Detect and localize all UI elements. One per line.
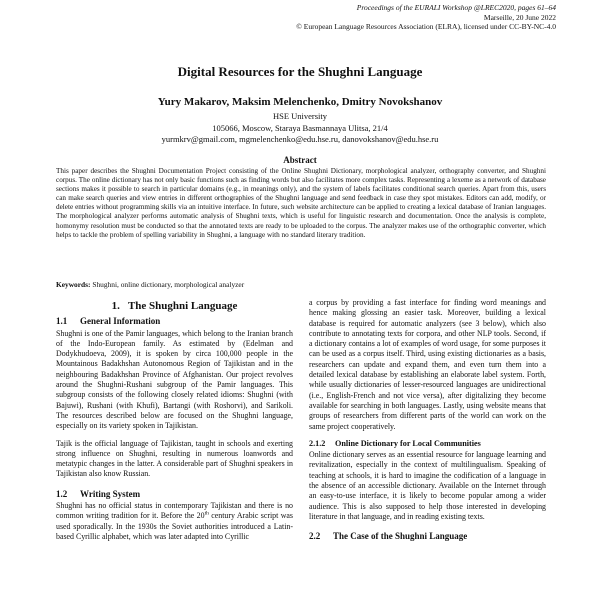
subsection-2-2-title: The Case of the Shughni Language (333, 531, 468, 542)
institution: HSE University (272, 111, 328, 121)
writing-text-a: Shughni has no official status in contemporary Tajikistan and there is no common writing tradition for it. Before the 20 (56, 501, 293, 521)
writing-text-b: century Arabic script was used sporadically. In the 1930s the Soviet authorities introduced a Latin-based Cyrillic alphabet, which was later adapted into Cyrillic (56, 511, 293, 541)
license-line: © European Language Resources Association (ELRA), licensed under CC-BY-NC-4.0 (296, 22, 556, 31)
local-communities-paragraph: Online dictionary serves as an essential resource for language learning and revitalization, especially in the context of multilingualism. Speaking of teaching at schools, it is hard to imagine the codification of a language in the absence of an accessible dictionary. Available on the Internet through an easy-to-use interface, it is likely to become popular among a wider audience. This is also supposed to help those interested in developing literature in that language, and in reading existing texts. (309, 450, 546, 521)
section-1-heading (56, 301, 293, 311)
ordinal-superscript: th (204, 510, 209, 517)
subsection-1-1-number: 1.1 (56, 316, 68, 327)
emails: yurmkrv@gmail.com, mgmelenchenko@edu.hse.ru, danovokshanov@edu.hse.ru (161, 134, 439, 144)
subsection-1-2-number: 1.2 (56, 488, 68, 499)
subsection-1-1-title: General Information (80, 316, 161, 327)
writing-system-paragraph (56, 501, 293, 542)
general-info-paragraph-2: Tajik is the official language of Tajikistan, taught in schools and exerting strong influence on Shughni, resulting in numerous loanwords and metatypic changes in the latter. A considerable part of Shughni speakers in Tajikistan also know Russian. (56, 438, 293, 479)
subsection-2-1-2-heading (309, 439, 546, 449)
subsection-1-1-heading (56, 316, 293, 326)
address: 105066, Moscow, Staraya Basmannaya Ulitsa, 21/4 (212, 122, 388, 133)
proceedings-line: Proceedings of the EURALI Workshop @LREC2020, pages 61–64 (356, 3, 556, 12)
abstract-heading: Abstract (283, 155, 317, 165)
author-list: Yury Makarov, Maksim Melenchenko, Dmitry Novokshanov (157, 96, 443, 108)
subsection-1-2-title: Writing System (80, 488, 141, 499)
right-column (309, 298, 546, 544)
keywords-text: Shughni, online dictionary, morphological analyzer (92, 280, 245, 289)
paper-title: Digital Resources for the Shughni Language (177, 64, 423, 79)
abstract-text: This paper describes the Shughni Documentation Project consisting of the Online Shughni Dictionary, morphological analyzer, orthography converter, and Shughni corpus. The online dictionary has not only basic functions such as finding words but also facilitates more complex tasks. Representing a lexeme as a network of database sections makes it possible to search in particular domains (e.g., in meanings only), and the system of labels facilitates conditional search queries. Apart from this, users can make search queries and view entries in different orthographies of the Shughni language and send feedback in case they spot mistakes. Editors can add, modify, or delete entries without programming skills via an intuitive interface. In future, such website architecture can be applied to creating a lexical database of Iranian languages. The morphological analyzer performs automatic analysis of Shughni texts, which is useful for linguistic research and documentation. Once the analysis is complete, homonymy resolution must be conducted so that the annotated texts are ready to be uploaded to the corpus. The analyzer makes use of the orthographic converter, which helps to tackle the problem of spelling variability in Shughni, a language with no standard literary tradition. (56, 167, 546, 239)
running-head (296, 3, 556, 32)
affiliation-block (0, 111, 600, 146)
section-1-title: The Shughni Language (127, 300, 238, 312)
section-1-number: 1. (111, 300, 120, 312)
venue-date-line: Marseille, 20 June 2022 (483, 12, 556, 22)
keywords-label: Keywords: (56, 280, 91, 289)
subsection-2-1-2-title: Online Dictionary for Local Communities (335, 438, 481, 448)
keywords-line (56, 280, 546, 289)
dictionary-benefits-paragraph: a corpus by providing a fast interface for finding word meanings and hence making glossing an easier task. Moreover, building a lexical database is required for automatic analyzers (see 3 below), which also contribute to annotating texts for corpora, and other NLP tools. Second, if a dictionary contains a lot of examples of word usage, for some purposes it can be used as a corpus itself. Third, using existing dictionaries as a basis, researchers can update and expand them, and even turn them into a detailed lexical database by establishing an elaborate label system. Forth, while usually dictionaries of lesser-resourced languages are unidirectional (i.e., English-French and not vice versa), after digitalizing they become available for searching in both languages. Lastly, using website means that groups of researchers from different parts of the world can work on the same project cooperatively. (309, 298, 546, 431)
left-column (56, 298, 293, 542)
subsection-2-2-heading (309, 531, 546, 541)
subsection-2-1-2-number: 2.1.2 (309, 438, 326, 448)
general-info-paragraph-1: Shughni is one of the Pamir languages, which belong to the Iranian branch of the Indo-European family. As estimated by (Edelman and Dodykhudoeva, 2009), it is spoken by circa 100,000 people in the Mountainous Badakhshan Autonomous Region of Tajikistan and in the neighbouring Badakhshan Province of Afghanistan. Our project revolves around the Shughni-Rushani subgroup of the Pamir languages. This subgroup consists of the following closely related idioms: Shughni (with Bajuwi), Rushani (with Khufi), Bartangi (with Roshorvi), and Sarikoli. The resources described below are focused on the Shughni language, especially on its variety spoken in Tajikistan. (56, 328, 293, 431)
subsection-2-2-number: 2.2 (309, 531, 321, 542)
subsection-1-2-heading (56, 489, 293, 499)
